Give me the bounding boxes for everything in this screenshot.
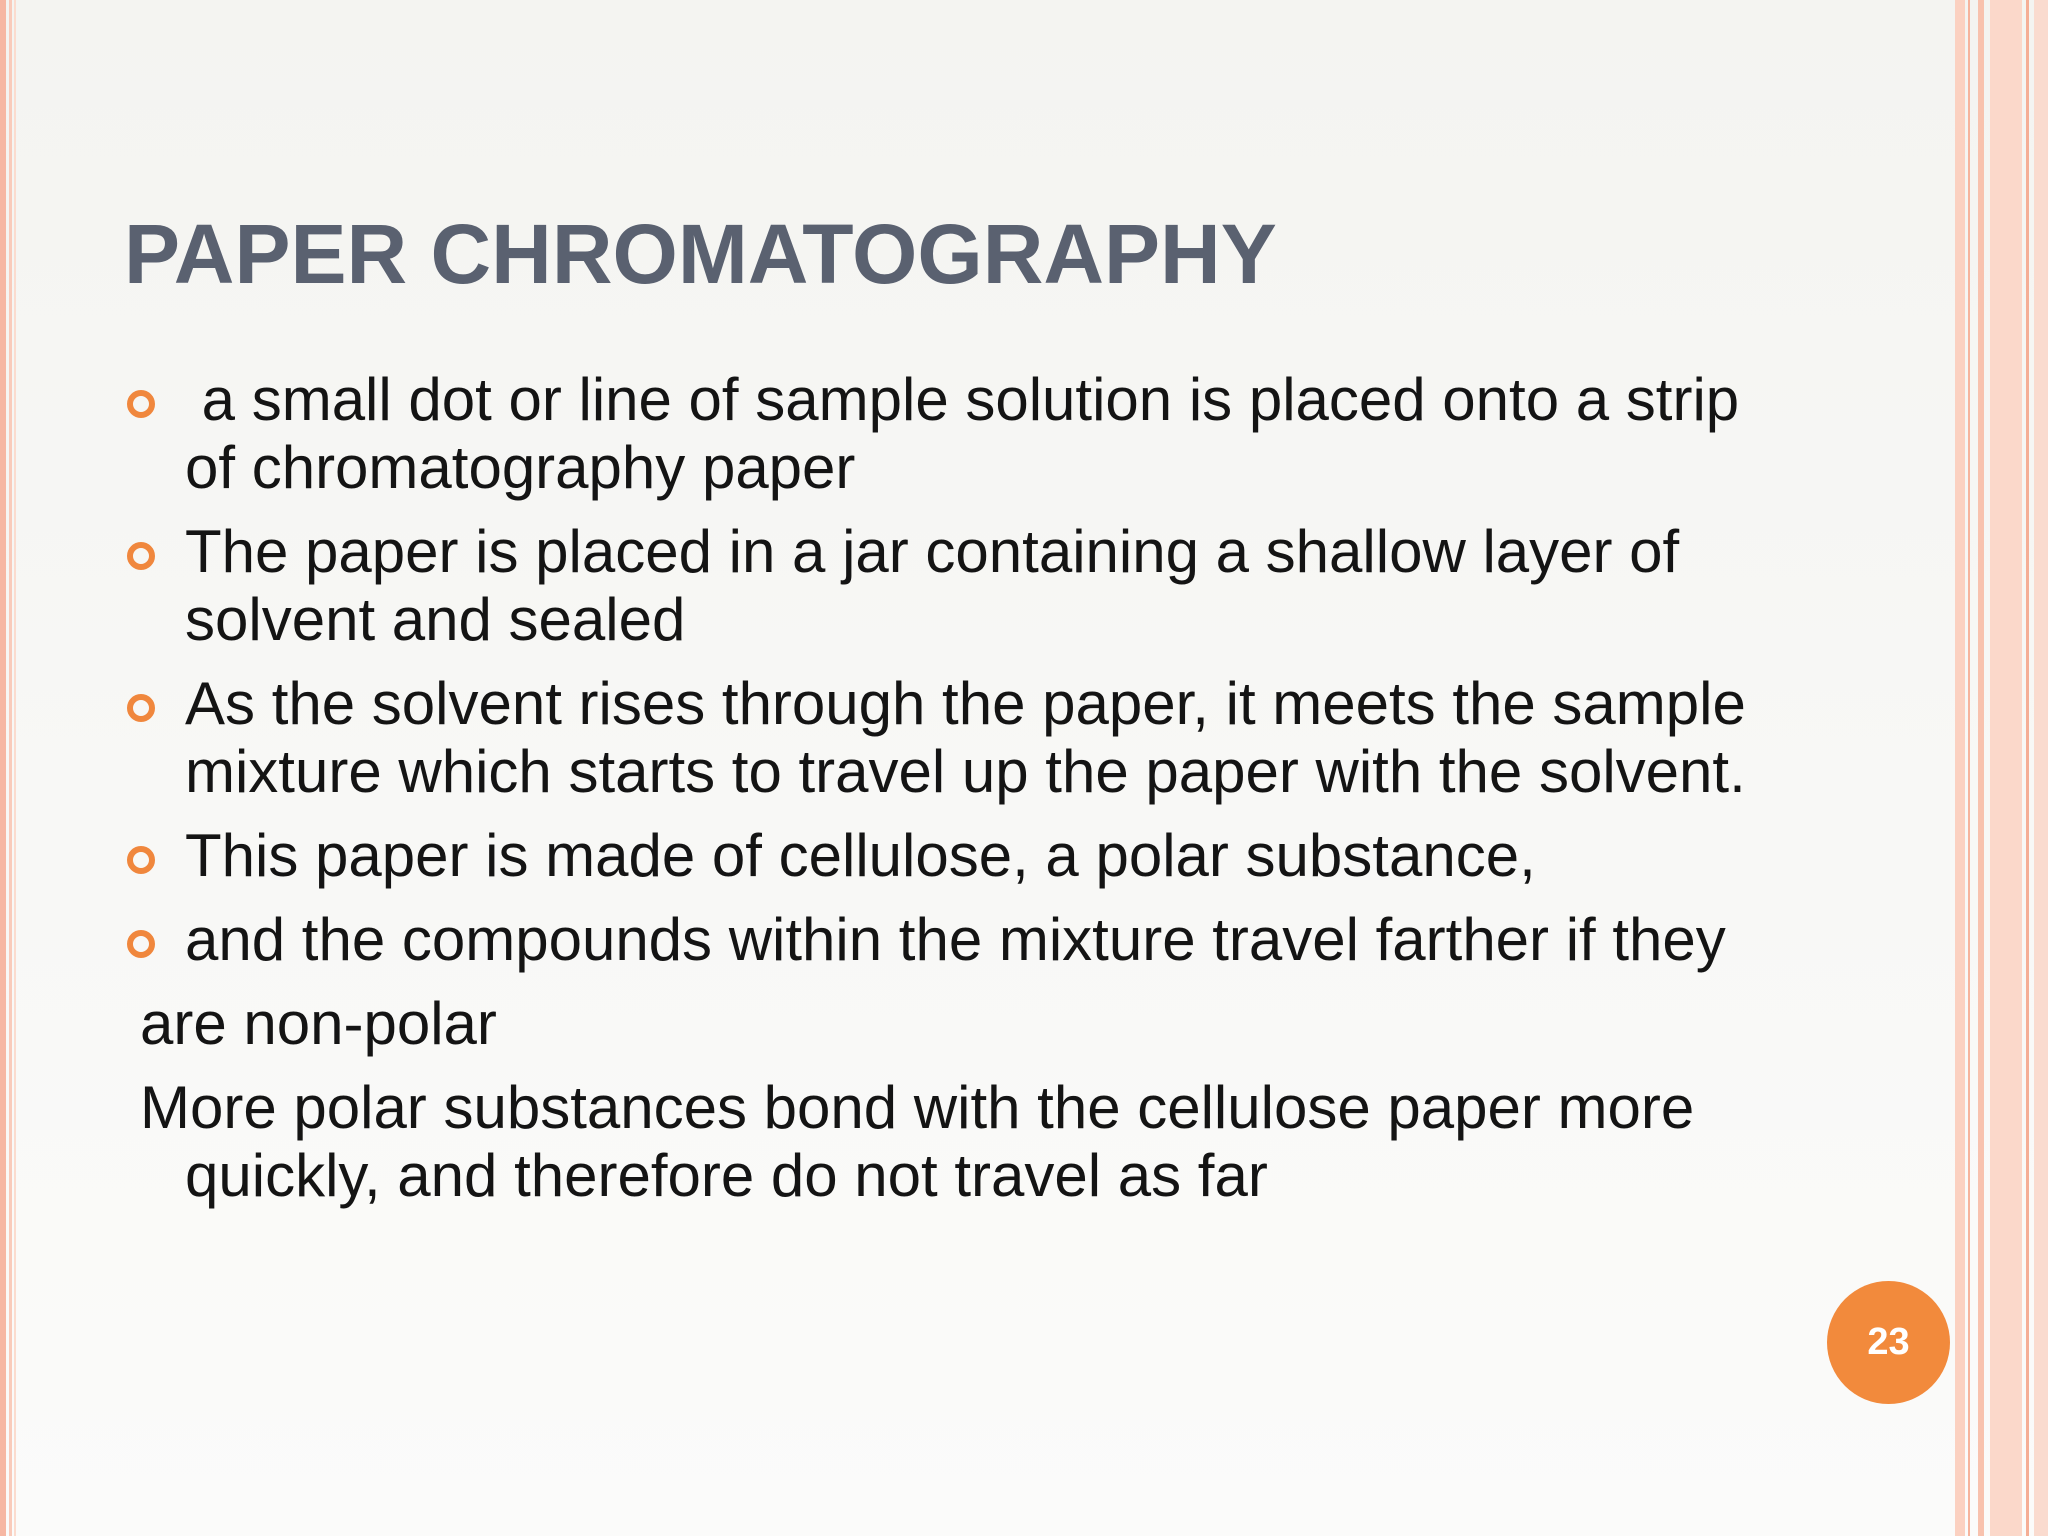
- circle-bullet-icon: [127, 846, 155, 874]
- bullet-text: The paper is placed in a jar containing a shallow layer of solvent and sealed: [185, 518, 1680, 653]
- plain-line: are non-polar: [140, 990, 497, 1057]
- slide-title: PAPER CHROMATOGRAPHY: [124, 207, 1277, 301]
- bullet-text: and the compounds within the mixture travel farther if they: [185, 906, 1726, 973]
- circle-bullet-icon: [127, 694, 155, 722]
- page-number-badge: 23: [1827, 1281, 1950, 1404]
- hanging-paragraph: More polar substances bond with the cellulose paper more quickly, and therefore do not travel as far: [140, 1074, 1695, 1209]
- bullet-item: [140, 366, 1780, 502]
- bullet-item: [140, 822, 1780, 890]
- bullet-item: [140, 518, 1780, 654]
- slide-body: [140, 366, 1780, 1226]
- bullet-item: [140, 906, 1780, 974]
- left-border-stripe: [0, 0, 6, 1536]
- right-border-stripe: [2034, 0, 2048, 1536]
- circle-bullet-icon: [127, 542, 155, 570]
- right-border-stripe: [2026, 0, 2029, 1536]
- right-border-stripe: [1955, 0, 1965, 1536]
- right-border-stripe: [1978, 0, 1984, 1536]
- bullet-item: [140, 670, 1780, 806]
- right-border-stripe: [1968, 0, 1970, 1536]
- right-border-stripe: [1990, 0, 2022, 1536]
- bullet-text: a small dot or line of sample solution is placed onto a strip of chromatography paper: [185, 366, 1756, 501]
- bullet-text: This paper is made of cellulose, a polar substance,: [185, 822, 1536, 889]
- left-border-stripe: [14, 0, 16, 1536]
- circle-bullet-icon: [127, 930, 155, 958]
- bullet-text: As the solvent rises through the paper, it meets the sample mixture which starts to travel up the paper with the solvent.: [185, 670, 1746, 805]
- circle-bullet-icon: [127, 390, 155, 418]
- left-border-stripe: [9, 0, 12, 1536]
